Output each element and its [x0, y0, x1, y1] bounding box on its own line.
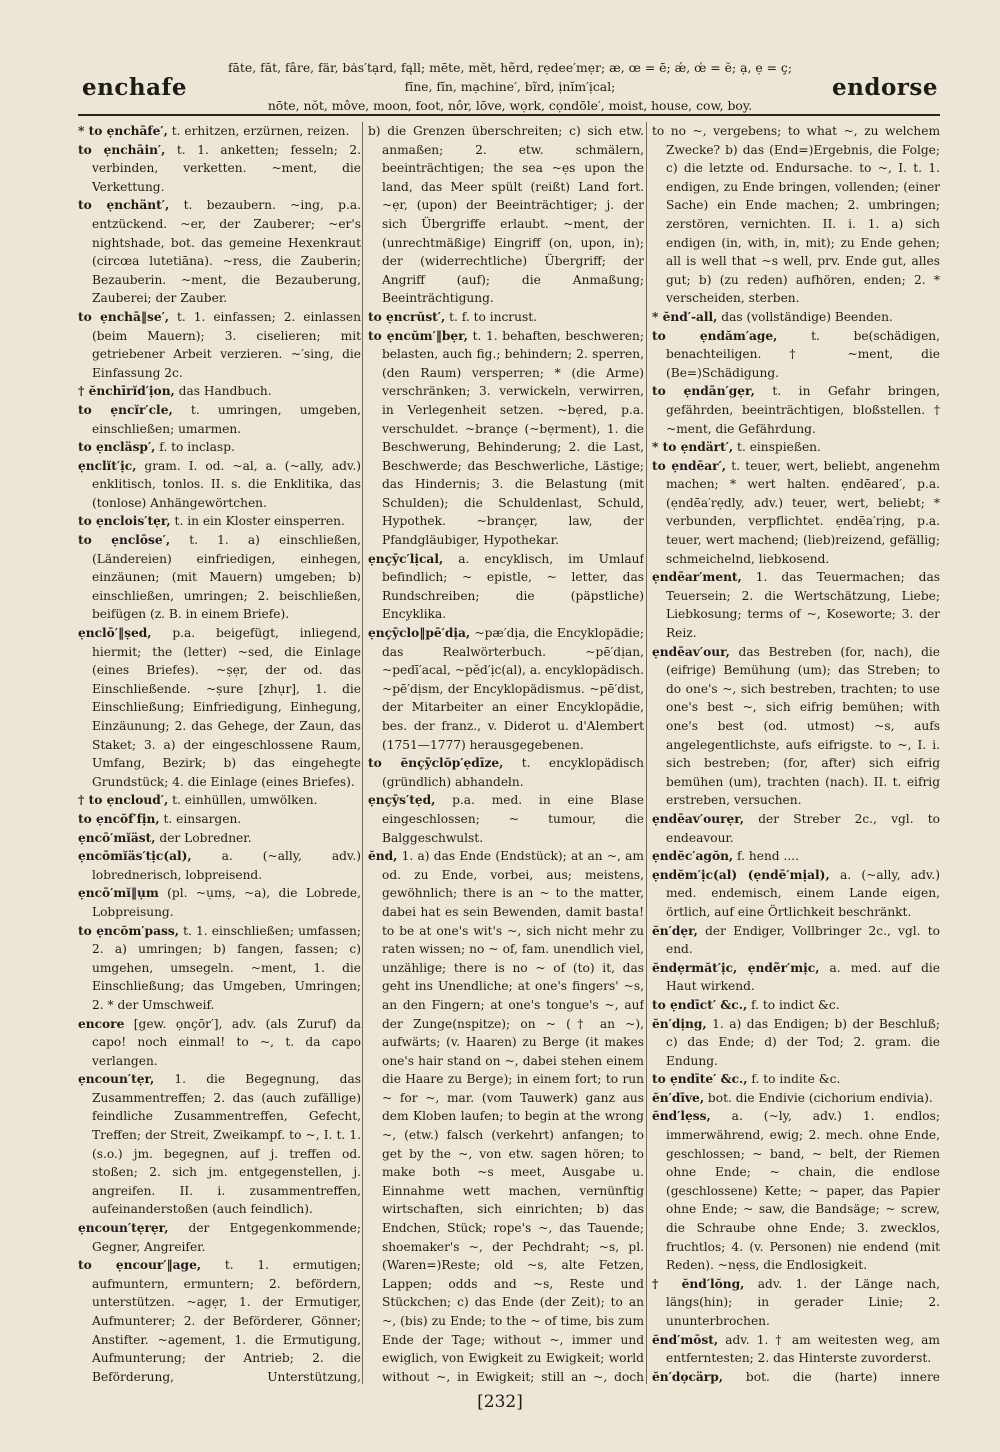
dictionary-entry: [652, 1107, 940, 1274]
entry-headword: † ĕnchīrĭd′ịon,: [78, 384, 175, 399]
dictionary-entry: [652, 122, 940, 308]
entry-definition: t. 1. a) einschließen, (Ländereien) einfriedigen, einhegen, einzäunen; (mit Mauern) umgeben; b) einschließen, umringen; 2. beischließen, beifügen (z. B. in einem Briefe).: [92, 533, 361, 622]
dictionary-entry: [652, 457, 940, 569]
entry-headword: to ẹncläsp′,: [78, 440, 156, 455]
column-1: [78, 122, 361, 1384]
dictionary-entry: [78, 141, 361, 197]
entry-definition: t. teuer, wert, beliebt, angenehm machen; * wert halten. ẹndēared′, p.a. (ẹndēa′rẹdly, adv.) teuer, wert, beliebt; * verbunden, verpflichtet. ẹndēa′rịng, p.a. teuer, wert machend; (lieb)reizend, gefällig; schmeichelnd, liebkosend.: [666, 458, 940, 566]
entry-definition: t. 1. behaften, beschweren; belasten, auch fig.; behindern; 2. sperren, (den Raum) versperren; * (die Arme) verschränken; 3. verwickeln, verwirren, in Verlegenheit setzen. ~bẹred, p.a. verschuldet. ~brançe (~bẹrment), 1. die Beschwerung, Behinderung; 2. die Last, Beschwerde; das Beschwerliche, Lästige; das Hindernis; 3. die Belastung (mit Schulden); die Schuldenlast, Schuld, Hypothek. ~brançẹr, law, der Pfandgläubiger, Hypothekar.: [382, 328, 644, 548]
dictionary-entry: [78, 122, 361, 141]
entry-definition: das (vollständige) Beenden.: [717, 309, 893, 324]
entry-headword: to ẹnchänt′,: [78, 198, 170, 213]
entry-headword: ẹncō′mĭ‖ụm: [78, 886, 159, 901]
entry-headword: ẹndēav′ourẹr,: [652, 811, 745, 826]
entry-headword: ẹnçȳs′tẹd,: [368, 793, 436, 808]
dictionary-entry: [368, 754, 644, 791]
dictionary-entry: [78, 401, 361, 438]
dictionary-entry: [652, 1015, 940, 1071]
dictionary-entry: [78, 791, 361, 810]
entry-definition: t. umringen, umgeben, einschließen; umarmen.: [92, 402, 361, 436]
column-2: [368, 122, 644, 1384]
dictionary-entry: [652, 847, 940, 866]
pronunciation-key-line: nōte, nŏt, môve, moon, foot, nôr, lōve, wọrk, cọndōle′, moist, house, cow, boy.: [267, 98, 753, 113]
dictionary-entry: [78, 196, 361, 308]
dictionary-entry: [368, 791, 644, 847]
entry-definition: das Handbuch.: [174, 384, 272, 399]
entry-definition: t. erhitzen, erzürnen, reizen.: [167, 124, 350, 138]
entry-headword: ẹndēav′our,: [652, 644, 730, 659]
entry-headword: * to ẹnchāfe′,: [78, 124, 168, 138]
entry-definition: f. to indict &c.: [747, 997, 840, 1012]
entry-definition: t. in ein Kloster einsperren.: [170, 514, 345, 529]
entry-headword: ĕn′dẹr,: [652, 923, 698, 938]
entry-definition: 1. die Begegnung, das Zusammentreffen; 2. das (auch zufällige) feindliche Zusammentreffen, Gefecht, Treffen; der Streit, Zweikampf. to ~, I. t. 1. (s.o.) jm. begegnen, auf j. treffen od. stoßen; 2. sich jm. entgegenstellen, j. angreifen. II. i. zusammentreffen, aufeinanderstoßen (auch feindlich).: [92, 1072, 361, 1217]
dictionary-entry: [78, 847, 361, 884]
entry-definition: t. 1. einschließen; umfassen; 2. a) umringen; b) fangen, fassen; c) umgehen, umsegeln. ~ment, 1. die Einschließung; das Umgeben, Umringen; 2. * der Umschweif.: [92, 923, 361, 1012]
entry-headword: to ĕnçȳclŏp′ẹdīze,: [368, 756, 504, 771]
entry-headword: ĕnd,: [368, 849, 398, 864]
entry-definition: t. be(schädigen, benachteiligen. † ~ment, die (Be=)Schädigung.: [666, 328, 940, 380]
dictionary-entry: [368, 847, 644, 1384]
dictionary-entry: [652, 1368, 940, 1384]
dictionary-entry: [78, 1219, 361, 1256]
entry-headword: ẹnçȳc′lịcal,: [368, 551, 444, 566]
entry-definition: adv. 1. † am weitesten weg, am entferntesten; 2. das Hinterste zuvorderst.: [666, 1332, 940, 1366]
dictionary-entry: [78, 1015, 361, 1071]
dictionary-entry: [652, 866, 940, 922]
entry-headword: to ẹndăm′age,: [652, 328, 778, 343]
entry-definition: t. bezaubern. ~ing, p.a. entzückend. ~er, der Zauberer; ~er's nightshade, bot. das gemeine Hexenkraut (circœa lutetiāna). ~ress, die Zauberin; Bezauberin. ~ment, die Bezauberung, Zauberei; der Zauber.: [92, 198, 361, 306]
pronunciation-key-line: fīne, fĭn, mạchine′, bĩrd, ịnĭm′ịcal;: [404, 79, 616, 94]
entry-headword: to ẹnchāin′,: [78, 142, 166, 157]
entry-headword: to ẹndān′gẹr,: [652, 384, 755, 399]
dictionary-entry: [652, 922, 940, 959]
dictionary-entry: [78, 308, 361, 382]
entry-headword: ẹncō′mĭäst,: [78, 830, 156, 845]
entry-headword: * ĕnd′-all,: [652, 309, 718, 324]
entry-headword: ĕn′dọcärp,: [652, 1369, 723, 1384]
entry-headword: ẹncōmĭäs′tịc(al),: [78, 849, 192, 864]
entry-definition: ~pæ′dịa, die Encyklopädie; das Realwörterbuch. ~pē′dịan, ~pedī′acal, ~pĕd′ịc(al), a. encyklopädisch. ~pē′dịsm, der Encyklopädismus. ~pē′dist, der Mitarbeiter an einer Encyklopädie, bes. der franz., v. Diderot u. d'Alembert (1751—1777) herausgegebenen.: [382, 626, 644, 752]
column-3: [652, 122, 940, 1384]
entry-definition: a. encyklisch, im Umlauf befindlich; ~ epistle, ~ letter, das Rundschreiben; die (päpstliche) Encyklika.: [382, 551, 644, 622]
page-number: [232]: [477, 1392, 523, 1412]
entry-definition: 1. das Teuermachen; das Teuersein; 2. die Wertschätzung, Liebe; Liebkosung; terms of ~, Koseworte; 3. der Reiz.: [666, 570, 940, 641]
dictionary-entry: [368, 624, 644, 754]
left-guide-word: enchafe: [82, 74, 188, 101]
right-guide-word: endorse: [832, 74, 938, 101]
dictionary-entry: [78, 1256, 361, 1384]
entry-headword: ĕndẹrmăt′ịc, ẹndẽr′mịc,: [652, 960, 820, 975]
entry-definition: f. to indite &c.: [747, 1072, 841, 1087]
dictionary-entry: [652, 382, 940, 438]
dictionary-entry: [652, 1331, 940, 1368]
entry-definition: das Bestreben (for, nach), die (eifrige) Bemühung (um); das Streben; to do one's ~, sich bestreben, trachten; to use one's best ~, sich eifrig bemühen; with one's best (od. utmost) ~s, aufs angelegentlichste, aufs eifrigste. to ~, I. i. sich bestreben; (for, after) sich eifrig bemühen (um), trachten (nach). II. t. eifrig erstreben, versuchen.: [666, 644, 940, 808]
entry-definition: 1. a) das Endigen; b) der Beschluß; c) das Ende; d) der Tod; 2. gram. die Endung.: [666, 1016, 940, 1068]
pronunciation-key-line: fāte, făt, fâre, fär, bȧs′tạrd, fąll; mēte, mĕt, hẽrd, rẹdee′mẹr; æ, œ = ē; ǽ, œ́ = ĕ; ạ, ẹ = ç;: [227, 60, 793, 75]
entry-definition: t. einsargen.: [159, 811, 242, 826]
column-divider: [362, 122, 363, 1384]
entry-definition: to no ~, vergebens; to what ~, zu welchem Zwecke? b) das (End=)Ergebnis, die Folge; c) die letzte od. Endursache. to ~, I. t. 1. endigen, zu Ende bringen, vollenden; (einer Sache) ein Ende machen; 2. umbringen; zerstören, vernichten. II. i. 1. a) sich endigen (in, with, in, mit); zu Ende gehen; all is well that ~s well, prv. Ende gut, alles gut; b) (zu reden) aufhören, enden; 2. * verscheiden, sterben.: [652, 124, 940, 306]
entry-headword: † ĕnd′lŏng,: [652, 1276, 745, 1291]
entry-headword: to ẹnchā‖se′,: [78, 309, 170, 324]
entry-definition: t. einspießen.: [733, 440, 821, 455]
entry-headword: to ẹnclois′tẹr,: [78, 514, 171, 529]
dictionary-entry: [78, 531, 361, 624]
dictionary-entry: [652, 810, 940, 847]
dictionary-entry: [78, 382, 361, 401]
dictionary-entry: [78, 512, 361, 531]
entry-definition: t. 1. ermutigen; aufmuntern, ermuntern; 2. befördern, unterstützen. ~agẹr, 1. der Ermutiger, Aufmunterer; 2. der Beförderer, Gönner; Anstifter. ~agement, 1. die Ermutigung, Aufmunterung; der Antrieb; 2. die Beförderung, Unterstützung,: [92, 1258, 361, 1384]
entry-headword: ĕnd′mōst,: [652, 1332, 719, 1347]
entry-headword: to ẹncrŭst′,: [368, 309, 446, 324]
entry-definition: der Endiger, Vollbringer 2c., vgl. to end.: [666, 923, 940, 957]
entry-definition: a. med. auf die Haut wirkend.: [666, 960, 940, 994]
entry-definition: f. to inclasp.: [155, 440, 235, 455]
entry-headword: ẹnçȳclo‖pē′dịa,: [368, 626, 471, 641]
entry-headword: ẹnclō′‖ṣed,: [78, 626, 152, 641]
dictionary-entry: [368, 122, 644, 308]
entry-headword: to ẹncŏm′pass,: [78, 923, 179, 938]
dictionary-entry: [368, 550, 644, 624]
dictionary-entry: [78, 438, 361, 457]
entry-headword: to ẹnclōse′,: [78, 533, 171, 548]
dictionary-entry: [652, 996, 940, 1015]
dictionary-entry: [78, 829, 361, 848]
entry-headword: to ẹncĭr′cle,: [78, 402, 173, 417]
header-rule: [78, 114, 940, 116]
entry-definition: a. (~ly, adv.) 1. endlos; immerwährend, ewig; 2. mech. ohne Ende, geschlossen; ~ band, ~ belt, der Riemen ohne Ende; ~ chain, die endlose (geschlossene) Kette; ~ paper, das Papier ohne Ende; ~ saw, die Bandsäge; ~ screw, die Schraube ohne Ende; 3. zwecklos, fruchtlos; 4. (v. Personen) nie endend (mit Reden). ~nẹss, die Endlosigkeit.: [666, 1109, 940, 1273]
entry-definition: bot. die (harte) innere: [745, 1369, 940, 1384]
dictionary-entry: [78, 922, 361, 1015]
entry-definition: [gew. ọnçōr′], adv. (als Zuruf) da capo! noch einmal! to ~, t. da capo verlangen.: [92, 1016, 361, 1068]
entry-definition: t. 1. anketten; fesseln; 2. verbinden, verketten. ~ment, die Verkettung.: [92, 142, 361, 194]
entry-headword: ẹncoun′tẹr,: [78, 1072, 155, 1087]
dictionary-entry: [652, 327, 940, 383]
entry-headword: * to ẹndärt′,: [652, 440, 734, 455]
dictionary-entry: [652, 308, 940, 327]
entry-headword: to ẹndēar′,: [652, 458, 727, 473]
dictionary-entry: [78, 884, 361, 921]
entry-headword: ẹndēar′ment,: [652, 570, 742, 585]
entry-headword: to ẹncour′‖age,: [78, 1258, 202, 1273]
entry-definition: adv. 1. der Länge nach, längs(hin); in gerader Linie; 2. ununterbrochen.: [666, 1276, 940, 1328]
entry-definition: 1. a) das Ende (Endstück); at an ~, am od. zu Ende, vorbei, aus; meistens, gewöhnlich; there is an ~ to the matter, dabei hat es sein Bewenden, damit basta! to be at one's wit's ~, sich nicht mehr zu raten wissen; no ~ of, fam. unendlich viel, unzählige; there is no ~ of (to) it, das geht ins Unendliche; at one's fingers' ~s, an den Fingern; at one's tongue's ~, auf der Zunge(nspitze); on ~ († an ~), aufwärts; (v. Haaren) zu Berge (it makes one's hair stand on ~, dabei stehen einem die Haare zu Berge); in einem fort; to run ~ for ~, mar. (vom Tauwerk) ganz aus dem Kloben laufen; to begin at the wrong ~, (etw.) falsch (verkehrt) anfangen; to get by the ~, von etw. sagen hören; to make both ~s meet, Ausgabe u. Einnahme wett machen, vernünftig wirtschaften, sich einrichten; b) das Endchen, Stück; rope's ~, das Tauende; shoemaker's ~, der Pechdraht; ~s, pl. (Waren=)Reste; old ~s, alte Fetzen, Lappen; odds and ~s, Reste und Stückchen; c) das Ende (der Zeit); to an ~, (bis) zu Ende; to the ~ of time, bis zum Ende der Tage; without ~, immer und ewiglich, von Ewigkeit zu Ewigkeit; world without ~, in Ewigkeit; still an ~, doch: [382, 849, 644, 1384]
entry-headword: ĕn′dịng,: [652, 1016, 707, 1031]
dictionary-entry: [652, 959, 940, 996]
entry-definition: der Streber 2c., vgl. to endeavour.: [666, 811, 940, 845]
entry-definition: der Lobredner.: [155, 830, 252, 845]
entry-definition: p.a. med. in eine Blase eingeschlossen; ~ tumour, die Balggeschwulst.: [382, 793, 644, 845]
entry-headword: ĕnd′lẹss,: [652, 1109, 711, 1124]
entry-definition: der Entgegenkommende; Gegner, Angreifer.: [92, 1221, 361, 1254]
dictionary-entry: [78, 1070, 361, 1219]
entry-headword: to ẹncŭm′‖bẹr,: [368, 328, 468, 343]
entry-definition: a. (~ally, adv.) lobrednerisch, lobpreisend.: [92, 849, 361, 882]
entry-headword: to ẹndīct′ &c.,: [652, 997, 748, 1012]
dictionary-entry: [652, 1089, 940, 1108]
entry-definition: (pl. ~ụmṣ, ~a), die Lobrede, Lobpreisung.: [92, 886, 361, 919]
entry-headword: ẹndĕc′agŏn,: [652, 849, 734, 864]
entry-headword: † to ẹncloud′,: [78, 793, 169, 808]
dictionary-entry: [652, 643, 940, 810]
dictionary-entry: [78, 810, 361, 829]
entry-definition: t. einhüllen, umwölken.: [168, 793, 318, 808]
entry-definition: bot. die Endivie (cichorium endivia).: [704, 1090, 933, 1105]
dictionary-entry: [78, 624, 361, 791]
entry-definition: b) die Grenzen überschreiten; c) sich etw. anmaßen; 2. etw. schmälern, beeinträchtigen; the sea ~ẹs upon the land, das Meer spült (reißt) Land fort. ~ẹr, (upon) der Beeinträchtiger; j. der sich Übergriffe erlaubt. ~ment, der (unrechtmäßige) Eingriff (on, upon, in); der (widerrechtliche) Übergriff; der Angriff (auf); die Anmaßung; Beeinträchtigung.: [368, 124, 644, 306]
entry-definition: gram. I. od. ~al, a. (~ally, adv.) enklitisch, tonlos. II. s. die Enklitika, das (tonlose) Anhängewörtchen.: [92, 458, 361, 510]
entry-definition: a. (~ally, adv.) med. endemisch, einem Lande eigen, örtlich, auf eine Örtlichkeit beschränkt.: [666, 867, 940, 919]
pronunciation-key: [215, 58, 805, 115]
entry-headword: ẹnclĭt′ịc,: [78, 458, 137, 473]
entry-definition: f. hend ....: [733, 849, 799, 864]
dictionary-entry: [368, 308, 644, 327]
dictionary-entry: [652, 1275, 940, 1331]
dictionary-entry: [368, 327, 644, 550]
dictionary-entry: [78, 457, 361, 513]
column-divider: [646, 122, 647, 1384]
entry-definition: t. encyklopädisch (gründlich) abhandeln.: [382, 756, 644, 789]
entry-definition: t. 1. einfassen; 2. einlassen (beim Mauern); 3. ciselieren; mit getriebener Arbeit verzieren. ~′sing, die Einfassung 2c.: [92, 309, 361, 380]
entry-headword: ẹncoun′tẹrẹr,: [78, 1221, 169, 1236]
dictionary-entry: [652, 438, 940, 457]
entry-headword: ĕn′dīve,: [652, 1090, 705, 1105]
entry-definition: t. in Gefahr bringen, gefährden, beeinträchtigen, bloßstellen. † ~ment, die Gefährdung.: [666, 384, 940, 436]
entry-definition: p.a. beigefügt, inliegend, hiermit; the (letter) ~sed, die Einlage (eines Briefes). ~ṣẹr, der od. das Einschließende. ~ṣure [zhụr], 1. die Einschließung; Einfriedigung, Einhegung, Einzäunung; 2. das Gehege, der Zaun, das Staket; 3. a) der eingeschlossene Raum, Umfang, Bezirk; b) das eingehegte Grundstück; 4. die Einlage (eines Briefes).: [92, 626, 361, 789]
entry-headword: to ẹncŏf′fịn,: [78, 811, 160, 826]
entry-headword: ẹndĕm′ịc(al) (ẹndē′mịal),: [652, 867, 830, 882]
dictionary-entry: [652, 1070, 940, 1089]
entry-headword: encore: [78, 1016, 125, 1031]
entry-definition: t. f. to incrust.: [445, 309, 538, 324]
entry-headword: to ẹndīte′ &c.,: [652, 1072, 748, 1087]
dictionary-entry: [652, 568, 940, 642]
